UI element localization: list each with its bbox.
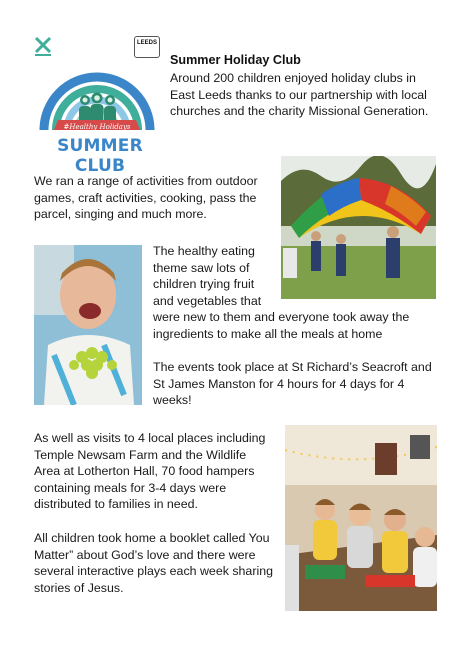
booklet-paragraph: All children took home a booklet called You Matter” about God’s love and there were several interactive plays each week sharing stories of Jesus. (34, 531, 273, 595)
leeds-badge: LEEDS (134, 36, 160, 58)
healthy-line-4: and vegetables that (153, 294, 262, 308)
healthy-line-3: children trying fruit (153, 277, 255, 291)
events-paragraph: The events took place at St Richard’s Seacroft and St James Manston for 4 hours for 4 days for 4 weeks! (153, 360, 432, 408)
healthy-holidays-tag: #Healthy Holidays (63, 123, 131, 131)
article-title: Summer Holiday Club (170, 53, 301, 67)
healthy-line-2: theme saw lots of (153, 261, 250, 275)
summer-club-wordmark: SUMMER CLUB (57, 136, 143, 176)
parachute-game-photo (281, 156, 436, 299)
healthy-line-5: were new to them and everyone took away the (153, 310, 410, 324)
x-logo-icon (34, 36, 52, 58)
healthy-line-6: ingredients to make all the meals at home (153, 327, 383, 341)
children-cooking-photo (285, 425, 437, 611)
intro-paragraph: Around 200 children enjoyed holiday clubs in East Leeds thanks to our partnership with local churches and the charity Missional Generation. (170, 71, 429, 119)
visits-paragraph: As well as visits to 4 local places including Temple Newsam Farm and the Wildlife Area at Lotherton Hall, 70 food hampers containing meals for 3-4 days were distributed to families in need. (34, 431, 266, 512)
boy-with-grapes-photo (34, 245, 142, 405)
healthy-line-1: The healthy eating (153, 244, 255, 258)
activities-paragraph: We ran a range of activities from outdoor games, craft activities, cooking, pass the parcel, singing and much more. (34, 174, 258, 222)
